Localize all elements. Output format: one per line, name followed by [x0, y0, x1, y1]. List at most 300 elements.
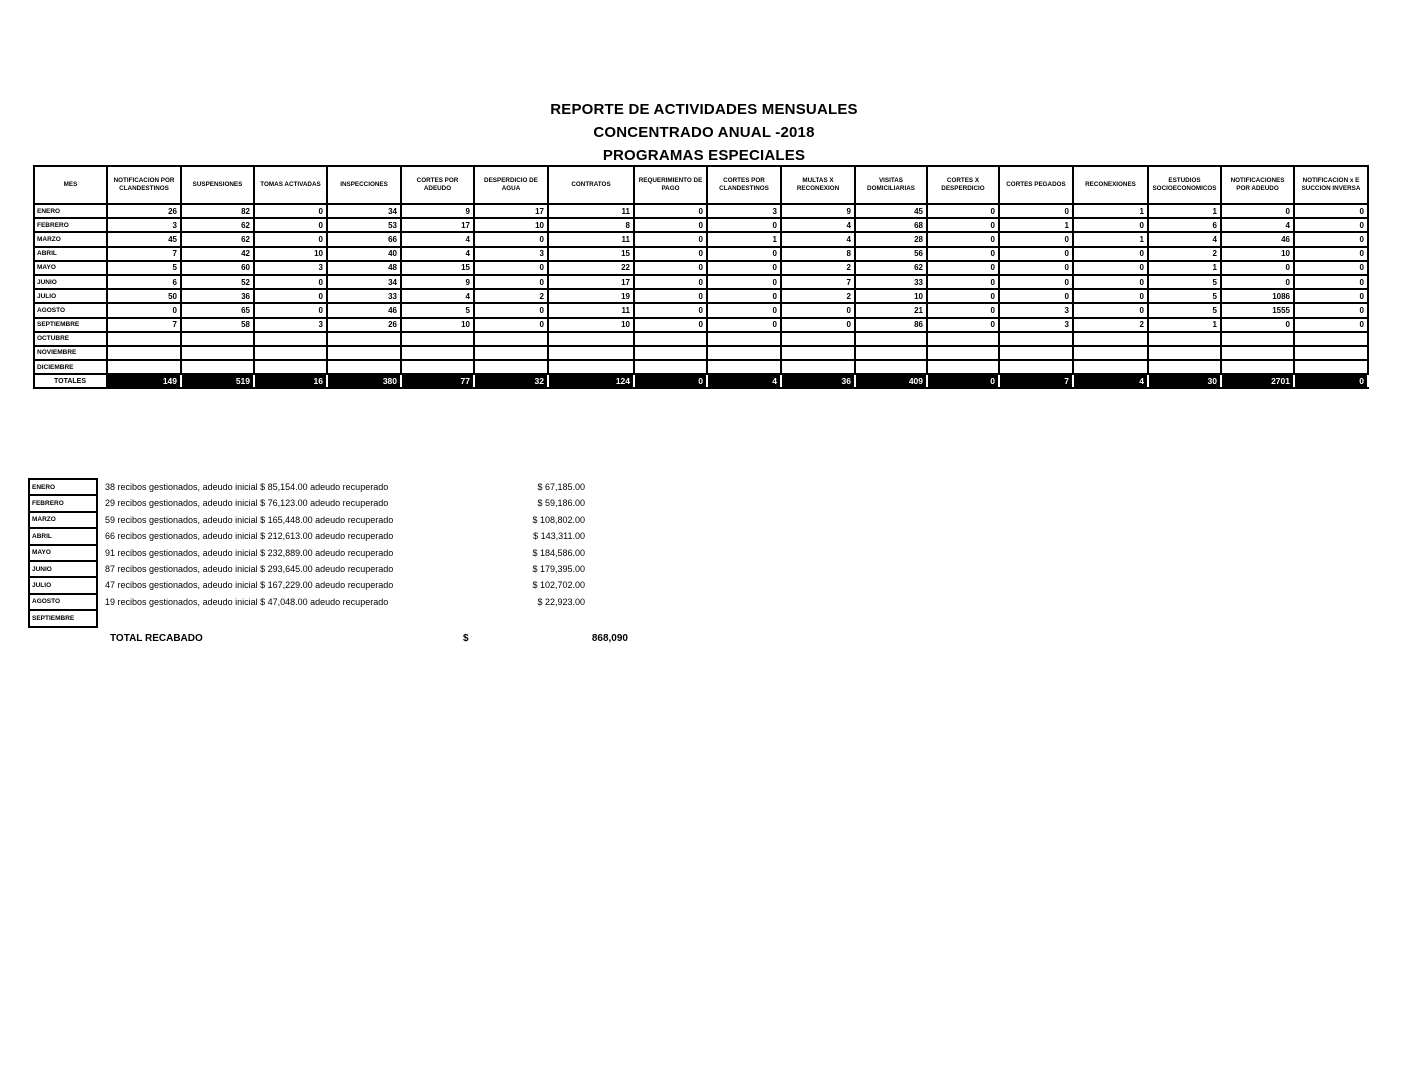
- value-cell: 0: [474, 303, 548, 317]
- summary-row: [28, 480, 648, 496]
- summary-text: 91 recibos gestionados, adeudo inicial $ 232,889.00 adeudo recuperado: [105, 547, 394, 558]
- value-cell: 10: [548, 318, 634, 332]
- value-cell: 0: [1221, 261, 1294, 275]
- value-cell: [254, 346, 327, 360]
- table-row: [34, 275, 1368, 289]
- table-row: [34, 204, 1368, 218]
- value-cell: 4: [781, 232, 855, 246]
- value-cell: 0: [707, 289, 781, 303]
- column-header: CORTES X DESPERDICIO: [927, 166, 999, 204]
- value-cell: 0: [1221, 275, 1294, 289]
- table-row: [34, 303, 1368, 317]
- value-cell: 0: [927, 218, 999, 232]
- summary-row: [28, 595, 648, 611]
- value-cell: 5: [1148, 303, 1221, 317]
- value-cell: 0: [634, 303, 707, 317]
- value-cell: 0: [707, 318, 781, 332]
- value-cell: 58: [181, 318, 254, 332]
- value-cell: 62: [181, 232, 254, 246]
- value-cell: [781, 332, 855, 346]
- value-cell: [781, 346, 855, 360]
- value-cell: 82: [181, 204, 254, 218]
- totals-value-cell: 7: [999, 374, 1073, 388]
- value-cell: 17: [474, 204, 548, 218]
- value-cell: [1294, 332, 1368, 346]
- value-cell: 0: [707, 303, 781, 317]
- value-cell: 0: [1073, 247, 1148, 261]
- value-cell: 0: [1073, 261, 1148, 275]
- value-cell: 0: [1294, 275, 1368, 289]
- value-cell: 45: [107, 232, 181, 246]
- value-cell: 0: [927, 261, 999, 275]
- value-cell: 0: [1294, 261, 1368, 275]
- value-cell: 45: [855, 204, 927, 218]
- value-cell: 0: [707, 275, 781, 289]
- value-cell: 8: [781, 247, 855, 261]
- value-cell: 10: [1221, 247, 1294, 261]
- value-cell: 46: [1221, 232, 1294, 246]
- value-cell: [1221, 346, 1294, 360]
- value-cell: 6: [107, 275, 181, 289]
- value-cell: 0: [1294, 218, 1368, 232]
- value-cell: 0: [474, 275, 548, 289]
- summary-amount: $ 67,185.00: [537, 482, 585, 492]
- value-cell: 5: [1148, 275, 1221, 289]
- month-cell: DICIEMBRE: [34, 360, 107, 374]
- value-cell: 86: [855, 318, 927, 332]
- value-cell: 0: [927, 204, 999, 218]
- value-cell: 0: [634, 261, 707, 275]
- value-cell: 4: [401, 232, 474, 246]
- month-cell: NOVIEMBRE: [34, 346, 107, 360]
- value-cell: [707, 346, 781, 360]
- value-cell: [999, 346, 1073, 360]
- value-cell: 2: [474, 289, 548, 303]
- value-cell: 0: [999, 261, 1073, 275]
- month-cell: OCTUBRE: [34, 332, 107, 346]
- value-cell: 1: [1073, 232, 1148, 246]
- value-cell: [927, 332, 999, 346]
- summary-month-cell: AGOSTO: [28, 593, 98, 611]
- value-cell: 28: [855, 232, 927, 246]
- month-cell: MAYO: [34, 261, 107, 275]
- value-cell: 0: [781, 318, 855, 332]
- value-cell: [707, 332, 781, 346]
- value-cell: [634, 346, 707, 360]
- month-cell: AGOSTO: [34, 303, 107, 317]
- totals-value-cell: 2701: [1221, 374, 1294, 388]
- value-cell: 1086: [1221, 289, 1294, 303]
- summary-amount: $ 143,311.00: [533, 531, 585, 542]
- summary-amount: $ 102,702.00: [532, 580, 585, 591]
- month-cell: ABRIL: [34, 247, 107, 261]
- value-cell: 15: [548, 247, 634, 261]
- value-cell: 0: [927, 247, 999, 261]
- summary-month-cell: JULIO: [28, 576, 98, 594]
- value-cell: [1073, 332, 1148, 346]
- value-cell: 11: [548, 204, 634, 218]
- value-cell: [548, 360, 634, 374]
- value-cell: 0: [254, 275, 327, 289]
- value-cell: 2: [1148, 247, 1221, 261]
- table-row: [34, 247, 1368, 261]
- summary-row: [28, 611, 648, 627]
- value-cell: [999, 360, 1073, 374]
- value-cell: 3: [107, 218, 181, 232]
- value-cell: 10: [254, 247, 327, 261]
- table-row: [34, 318, 1368, 332]
- summary-amount: $ 184,586.00: [532, 547, 585, 558]
- summary-text: 38 recibos gestionados, adeudo inicial $ 85,154.00 adeudo recuperado: [105, 482, 389, 492]
- value-cell: 26: [327, 318, 401, 332]
- value-cell: 2: [1073, 318, 1148, 332]
- value-cell: [781, 360, 855, 374]
- value-cell: 3: [999, 303, 1073, 317]
- totals-label-cell: TOTALES: [34, 374, 107, 388]
- value-cell: 0: [1221, 318, 1294, 332]
- column-header: VISITAS DOMICILIARIAS: [855, 166, 927, 204]
- value-cell: 0: [927, 289, 999, 303]
- column-header: ESTUDIOS SOCIOECONOMICOS: [1148, 166, 1221, 204]
- value-cell: 0: [1294, 318, 1368, 332]
- value-cell: 26: [107, 204, 181, 218]
- currency-symbol: $: [463, 633, 469, 644]
- totals-value-cell: 124: [548, 374, 634, 388]
- value-cell: 0: [927, 275, 999, 289]
- value-cell: 0: [707, 218, 781, 232]
- value-cell: 0: [1294, 247, 1368, 261]
- value-cell: [1148, 346, 1221, 360]
- value-cell: 15: [401, 261, 474, 275]
- value-cell: 1555: [1221, 303, 1294, 317]
- summary-row: [28, 513, 648, 529]
- value-cell: 0: [999, 232, 1073, 246]
- value-cell: 0: [1073, 303, 1148, 317]
- table-body: [34, 204, 1368, 388]
- value-cell: 0: [1294, 204, 1368, 218]
- summary-month-cell: SEPTIEMBRE: [28, 609, 98, 627]
- summary-row: [28, 546, 648, 562]
- value-cell: 9: [401, 204, 474, 218]
- value-cell: 46: [327, 303, 401, 317]
- value-cell: 0: [781, 303, 855, 317]
- value-cell: [634, 332, 707, 346]
- value-cell: 4: [1148, 232, 1221, 246]
- column-header: NOTIFICACION POR CLANDESTINOS: [107, 166, 181, 204]
- summary-row: [28, 562, 648, 578]
- totals-value-cell: 0: [1294, 374, 1368, 388]
- value-cell: 19: [548, 289, 634, 303]
- value-cell: [1221, 332, 1294, 346]
- summary-month-cell: ABRIL: [28, 527, 98, 545]
- value-cell: [327, 332, 401, 346]
- value-cell: [855, 346, 927, 360]
- header-row: [34, 166, 1368, 204]
- column-header: NOTIFICACION x E SUCCION INVERSA: [1294, 166, 1368, 204]
- value-cell: 2: [781, 261, 855, 275]
- value-cell: 62: [855, 261, 927, 275]
- summary-amount: $ 179,395.00: [532, 563, 585, 574]
- summary-month-cell: JUNIO: [28, 560, 98, 578]
- value-cell: 0: [634, 204, 707, 218]
- column-header: DESPERDICIO DE AGUA: [474, 166, 548, 204]
- value-cell: [855, 332, 927, 346]
- total-recabado-amount: 868,090: [591, 633, 628, 644]
- value-cell: 6: [1148, 218, 1221, 232]
- value-cell: [327, 346, 401, 360]
- summary-month-cell: MARZO: [28, 511, 98, 529]
- value-cell: 33: [327, 289, 401, 303]
- totals-value-cell: 519: [181, 374, 254, 388]
- table-row: [34, 261, 1368, 275]
- value-cell: 8: [548, 218, 634, 232]
- value-cell: 7: [781, 275, 855, 289]
- value-cell: 0: [634, 232, 707, 246]
- summary-amount: $ 59,186.00: [537, 498, 585, 509]
- value-cell: 34: [327, 275, 401, 289]
- column-header-mes: MES: [34, 166, 107, 204]
- totals-value-cell: 0: [927, 374, 999, 388]
- summary-amount: $ 108,802.00: [532, 514, 585, 525]
- value-cell: 9: [401, 275, 474, 289]
- value-cell: 0: [1294, 232, 1368, 246]
- value-cell: 0: [707, 247, 781, 261]
- value-cell: 0: [927, 318, 999, 332]
- value-cell: [474, 332, 548, 346]
- value-cell: 40: [327, 247, 401, 261]
- value-cell: 0: [1073, 289, 1148, 303]
- summary-row: [28, 578, 648, 594]
- value-cell: 10: [474, 218, 548, 232]
- value-cell: 0: [634, 247, 707, 261]
- summary-text: 66 recibos gestionados, adeudo inicial $ 212,613.00 adeudo recuperado: [105, 531, 394, 542]
- column-header: SUSPENSIONES: [181, 166, 254, 204]
- value-cell: 0: [999, 275, 1073, 289]
- value-cell: [254, 360, 327, 374]
- totals-value-cell: 16: [254, 374, 327, 388]
- totals-value-cell: 30: [1148, 374, 1221, 388]
- column-header: REQUERIMIENTO DE PAGO: [634, 166, 707, 204]
- summary-row: [28, 529, 648, 545]
- value-cell: [999, 332, 1073, 346]
- value-cell: 0: [927, 303, 999, 317]
- value-cell: [181, 332, 254, 346]
- value-cell: 2: [781, 289, 855, 303]
- value-cell: 3: [999, 318, 1073, 332]
- value-cell: 1: [1073, 204, 1148, 218]
- value-cell: 62: [181, 218, 254, 232]
- value-cell: 3: [474, 247, 548, 261]
- value-cell: 9: [781, 204, 855, 218]
- value-cell: 0: [107, 303, 181, 317]
- value-cell: 10: [401, 318, 474, 332]
- column-header: TOMAS ACTIVADAS: [254, 166, 327, 204]
- totals-value-cell: 380: [327, 374, 401, 388]
- value-cell: 0: [474, 261, 548, 275]
- value-cell: 10: [855, 289, 927, 303]
- value-cell: 48: [327, 261, 401, 275]
- totals-row: [34, 374, 1368, 388]
- value-cell: 60: [181, 261, 254, 275]
- value-cell: 3: [254, 318, 327, 332]
- table-row: [34, 289, 1368, 303]
- month-cell: FEBRERO: [34, 218, 107, 232]
- value-cell: 0: [707, 261, 781, 275]
- value-cell: [181, 346, 254, 360]
- value-cell: [1294, 360, 1368, 374]
- value-cell: [474, 346, 548, 360]
- value-cell: 0: [474, 232, 548, 246]
- value-cell: 7: [107, 318, 181, 332]
- value-cell: 17: [401, 218, 474, 232]
- total-recabado-label: TOTAL RECABADO: [110, 633, 203, 644]
- value-cell: [1073, 346, 1148, 360]
- value-cell: 1: [1148, 261, 1221, 275]
- totals-value-cell: 36: [781, 374, 855, 388]
- column-header: CORTES POR ADEUDO: [401, 166, 474, 204]
- column-header: MULTAS X RECONEXION: [781, 166, 855, 204]
- value-cell: [401, 332, 474, 346]
- value-cell: 0: [254, 204, 327, 218]
- value-cell: 7: [107, 247, 181, 261]
- month-cell: JUNIO: [34, 275, 107, 289]
- value-cell: 0: [254, 218, 327, 232]
- value-cell: 4: [781, 218, 855, 232]
- month-cell: JULIO: [34, 289, 107, 303]
- table-row: [34, 360, 1368, 374]
- value-cell: 4: [401, 289, 474, 303]
- value-cell: [107, 346, 181, 360]
- value-cell: 1: [1148, 318, 1221, 332]
- value-cell: 0: [634, 289, 707, 303]
- value-cell: 0: [1221, 204, 1294, 218]
- total-line: [28, 633, 648, 649]
- value-cell: 1: [707, 232, 781, 246]
- report-title-line3: PROGRAMAS ESPECIALES: [602, 147, 806, 164]
- value-cell: 36: [181, 289, 254, 303]
- value-cell: [254, 332, 327, 346]
- value-cell: [707, 360, 781, 374]
- value-cell: 4: [401, 247, 474, 261]
- summary-text: 29 recibos gestionados, adeudo inicial $ 76,123.00 adeudo recuperado: [105, 498, 389, 509]
- value-cell: 1: [1148, 204, 1221, 218]
- value-cell: [401, 346, 474, 360]
- value-cell: 5: [1148, 289, 1221, 303]
- value-cell: [927, 346, 999, 360]
- value-cell: 50: [107, 289, 181, 303]
- column-header: NOTIFICACIONES POR ADEUDO: [1221, 166, 1294, 204]
- value-cell: [1148, 332, 1221, 346]
- report-title-block: [354, 98, 1054, 167]
- value-cell: [107, 360, 181, 374]
- summary-text: 87 recibos gestionados, adeudo inicial $ 293,645.00 adeudo recuperado: [105, 563, 394, 574]
- table-row: [34, 218, 1368, 232]
- value-cell: 33: [855, 275, 927, 289]
- totals-value-cell: 149: [107, 374, 181, 388]
- value-cell: 0: [1073, 275, 1148, 289]
- value-cell: 0: [254, 303, 327, 317]
- value-cell: 22: [548, 261, 634, 275]
- month-cell: SEPTIEMBRE: [34, 318, 107, 332]
- value-cell: 0: [634, 318, 707, 332]
- value-cell: [634, 360, 707, 374]
- report-title-line1: REPORTE DE ACTIVIDADES MENSUALES: [550, 101, 858, 118]
- summary-amount: $ 22,923.00: [537, 596, 585, 607]
- value-cell: 17: [548, 275, 634, 289]
- totals-value-cell: 4: [707, 374, 781, 388]
- table-row: [34, 332, 1368, 346]
- totals-value-cell: 4: [1073, 374, 1148, 388]
- value-cell: 1: [999, 218, 1073, 232]
- value-cell: 34: [327, 204, 401, 218]
- value-cell: 5: [107, 261, 181, 275]
- value-cell: [548, 346, 634, 360]
- value-cell: [1073, 360, 1148, 374]
- value-cell: [107, 332, 181, 346]
- value-cell: 42: [181, 247, 254, 261]
- value-cell: 0: [927, 232, 999, 246]
- table-row: [34, 232, 1368, 246]
- recovery-summary: [28, 480, 648, 628]
- value-cell: 0: [999, 204, 1073, 218]
- totals-value-cell: 77: [401, 374, 474, 388]
- value-cell: 53: [327, 218, 401, 232]
- value-cell: 5: [401, 303, 474, 317]
- totals-value-cell: 32: [474, 374, 548, 388]
- value-cell: 0: [254, 232, 327, 246]
- value-cell: 0: [999, 247, 1073, 261]
- value-cell: [181, 360, 254, 374]
- value-cell: 3: [707, 204, 781, 218]
- value-cell: 11: [548, 303, 634, 317]
- column-header: INSPECCIONES: [327, 166, 401, 204]
- summary-month-cell: MAYO: [28, 544, 98, 562]
- column-header: RECONEXIONES: [1073, 166, 1148, 204]
- value-cell: 21: [855, 303, 927, 317]
- value-cell: 68: [855, 218, 927, 232]
- value-cell: 0: [1294, 289, 1368, 303]
- value-cell: 52: [181, 275, 254, 289]
- value-cell: 0: [1294, 303, 1368, 317]
- report-title-line2: CONCENTRADO ANUAL -2018: [593, 124, 815, 141]
- summary-text: 59 recibos gestionados, adeudo inicial $ 165,448.00 adeudo recuperado: [105, 514, 394, 525]
- value-cell: 11: [548, 232, 634, 246]
- column-header: CONTRATOS: [548, 166, 634, 204]
- value-cell: [1221, 360, 1294, 374]
- totals-value-cell: 409: [855, 374, 927, 388]
- value-cell: 66: [327, 232, 401, 246]
- value-cell: 0: [634, 275, 707, 289]
- value-cell: [927, 360, 999, 374]
- summary-month-cell: ENERO: [28, 478, 98, 496]
- value-cell: [1148, 360, 1221, 374]
- value-cell: [474, 360, 548, 374]
- table-header: [34, 166, 1368, 204]
- month-cell: MARZO: [34, 232, 107, 246]
- value-cell: 0: [999, 289, 1073, 303]
- value-cell: 3: [254, 261, 327, 275]
- value-cell: [327, 360, 401, 374]
- value-cell: [855, 360, 927, 374]
- month-cell: ENERO: [34, 204, 107, 218]
- value-cell: [548, 332, 634, 346]
- value-cell: 0: [634, 218, 707, 232]
- value-cell: 56: [855, 247, 927, 261]
- value-cell: [401, 360, 474, 374]
- column-header: CORTES PEGADOS: [999, 166, 1073, 204]
- totals-value-cell: 0: [634, 374, 707, 388]
- summary-text: 19 recibos gestionados, adeudo inicial $ 47,048.00 adeudo recuperado: [105, 596, 389, 607]
